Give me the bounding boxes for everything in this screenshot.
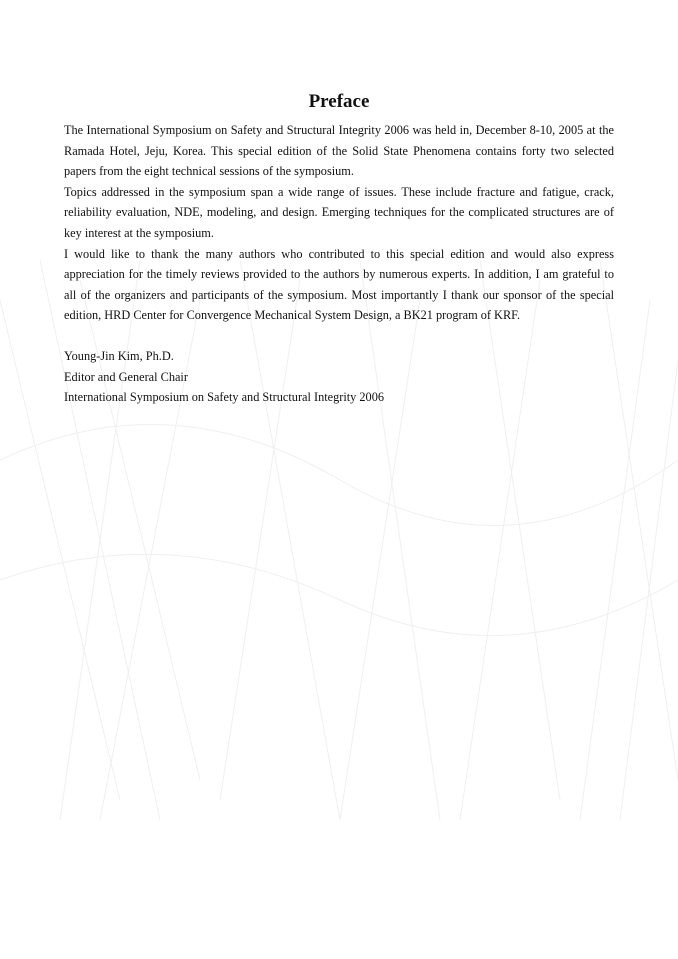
signature-event: International Symposium on Safety and Structural Integrity 2006 xyxy=(64,390,385,405)
page-title: Preface xyxy=(308,91,370,112)
signature-name: Young-Jin Kim, Ph.D. xyxy=(64,348,174,363)
preface-content xyxy=(64,90,614,408)
signature-role: Editor and General Chair xyxy=(64,369,188,384)
paragraph-acknowledgements: I would like to thank the many authors who contributed to this special edition and would also express appreciation for the timely reviews provided to the authors by numerous experts. In addition, I am grateful to all of the organizers and participants of the symposium. Most importantly I thank our sponsor of the special edition, HRD Center for Convergence Mechanical System Design, a BK21 program of KRF. xyxy=(64,246,614,323)
signature-spacer xyxy=(64,326,614,346)
signature-block xyxy=(64,346,614,408)
paragraph-topics: Topics addressed in the symposium span a wide range of issues. These include fracture and fatigue, crack, reliability evaluation, NDE, modeling, and design. Emerging techniques for the complicated structures are of key interest at the symposium. xyxy=(64,184,614,240)
paragraph-intro: The International Symposium on Safety and Structural Integrity 2006 was held in, December 8-10, 2005 at the Ramada Hotel, Jeju, Korea. This special edition of the Solid State Phenomena contains forty two selected papers from the eight technical sessions of the symposium. xyxy=(64,123,614,179)
